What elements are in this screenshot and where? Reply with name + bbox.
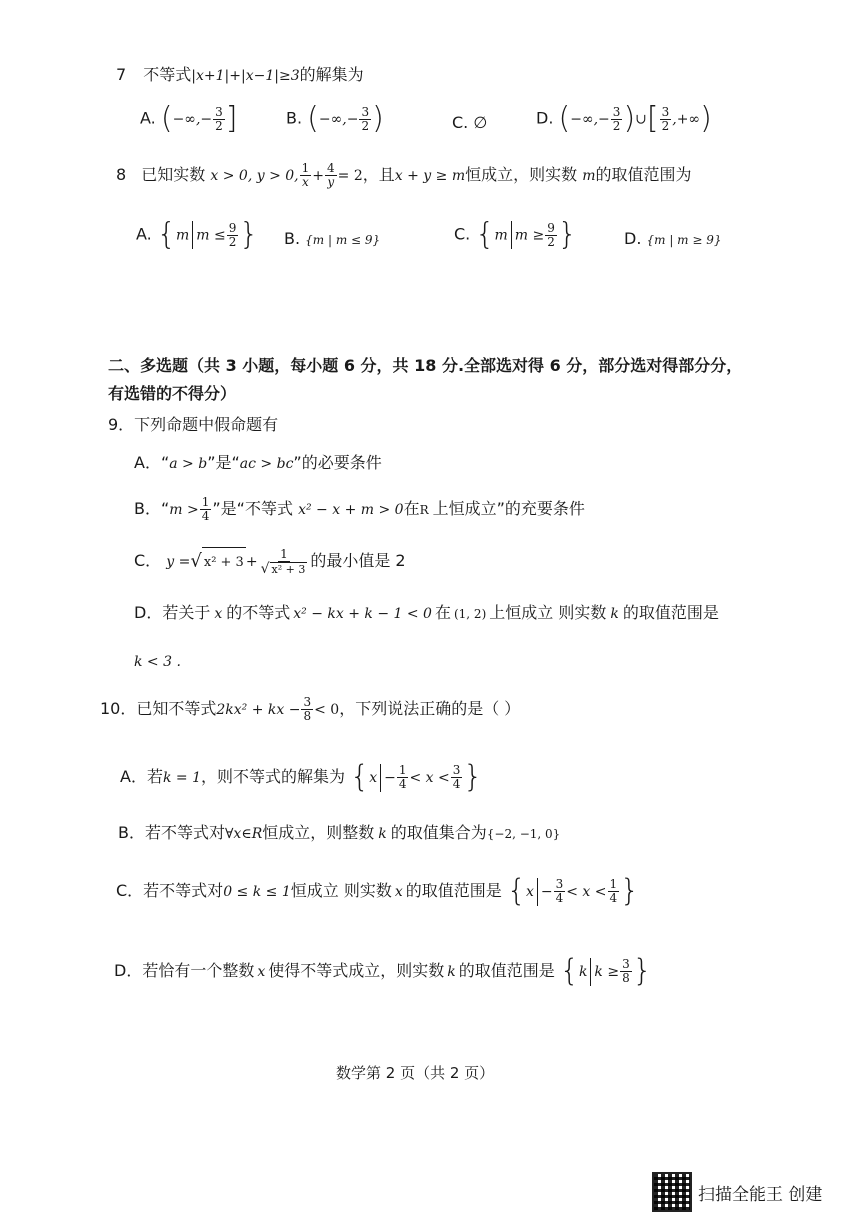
q7-stem-pre: 不等式 (143, 65, 192, 84)
q7-option-c[interactable] (452, 112, 487, 134)
q7-option-c-math: ∅ (473, 113, 488, 132)
scanner-label: 扫描全能王 创建 (698, 1184, 823, 1205)
q8-option-b-math: {m | m ≤ 9} (305, 233, 381, 247)
q7-option-a-label: A. (140, 108, 156, 128)
q10-option-b[interactable]: B．若不等式对∀x∈R恒成立，则整数 k 的取值集合为{−2, −1, 0} (118, 823, 561, 842)
q7-option-c-label: C. (452, 113, 469, 132)
q8-option-d-label: D. (624, 229, 642, 248)
q8-stem-c: 恒成立，则实数 (465, 165, 578, 184)
q10-option-a[interactable]: A．若k = 1，则不等式的解集为 {x − $\frac{1}{4}$ < x < $\frac{3}{4}$ } (120, 759, 483, 795)
q7-option-a[interactable]: A. (−∞,− $\frac{3}{2}$ ] (140, 101, 238, 136)
q9-option-d[interactable]: D．若关于 x 的不等式 x² − kx + k − 1 < 0 在 (1, 2) 上恒成立 则实数 k 的取值范围是 (134, 603, 719, 622)
q8-stem-a: 已知实数 (141, 165, 206, 184)
q8-stem-d: 的取值范围为 (595, 165, 692, 184)
q10-option-c[interactable]: C．若不等式对0 ≤ k ≤ 1恒成立 则实数 x 的取值范围是 {x − $\frac{3}{4}$ < x < $\frac{1}{4}$ } (116, 873, 640, 909)
q9-stem: 9．下列命题中假命题有 (108, 415, 279, 434)
q8-option-d-math: {m | m ≥ 9} (646, 233, 722, 247)
q8-option-c-label: C. (454, 224, 471, 244)
q10-option-d[interactable]: D．若恰有一个整数 x 使得不等式成立，则实数 k 的取值范围是 {k k ≥ $\frac{3}{8}$ } (114, 953, 652, 989)
q8-number: 8 (116, 165, 127, 184)
q9-option-c[interactable]: C． y =√ x² + 3 + $\frac{1}{\text{√ x² + 3}}$ 的最小值是 2 (134, 546, 406, 577)
q8-stem-b: ，且 (362, 165, 395, 184)
q7-option-b-label: B. (286, 108, 303, 128)
qr-code-icon (652, 1172, 692, 1212)
section2-heading-line1: 二、多选题（共 3 小题，每小题 6 分，共 18 分.全部选对得 6 分，部分选对得部分分， (108, 356, 743, 375)
q8-option-a[interactable]: A. {m m ≤ $\frac{9}{2}$ } (136, 217, 259, 252)
q7-option-b[interactable]: B. (−∞,− $\frac{3}{2}$ ) (286, 101, 384, 136)
q7-stem-post: 的解集为 (299, 65, 364, 84)
q9-option-a[interactable]: A．“a > b”是“ac > bc”的必要条件 (134, 453, 382, 472)
q8-cond3: x + y ≥ m (394, 168, 466, 184)
q8-option-b[interactable] (284, 228, 380, 251)
q9-option-b[interactable]: B．“m > $\frac{1}{4}$ ”是“不等式 x² − x + m > 0在R 上恒成立”的充要条件 (134, 495, 585, 523)
page-footer: 数学第 2 页（共 2 页） (336, 1064, 495, 1082)
q7-number: 7 (116, 65, 127, 84)
q10-stem: 10．已知不等式2kx² + kx − $\frac{3}{8}$ < 0，下列说法正确的是（ ） (100, 695, 521, 723)
scanner-watermark (652, 1172, 822, 1212)
q7-stem (116, 64, 364, 87)
section2-heading-line2: 有选错的不得分） (108, 384, 237, 403)
q8-stem: 8 已知实数 x > 0, y > 0, $\frac{1}{x}$ + $\frac{4}{y}$ = 2，且x + y ≥ m恒成立，则实数 m的取值范围为 (116, 161, 692, 189)
q8-option-d[interactable] (624, 228, 722, 251)
q8-option-b-label: B. (284, 229, 301, 248)
q7-option-d-label: D. (536, 108, 554, 128)
q8-option-a-label: A. (136, 224, 152, 244)
q8-option-c[interactable]: C. {m m ≥ $\frac{9}{2}$ } (454, 217, 577, 252)
q8-var: m (582, 168, 596, 184)
q9-option-d-tail: k < 3 . (134, 654, 181, 670)
q7-option-d[interactable]: D. (−∞,− $\frac{3}{2}$ )∪[ $\frac{3}{2}$ ,+∞) (536, 101, 712, 136)
q7-inequality: |x+1|+|x−1|≥3 (191, 68, 300, 84)
